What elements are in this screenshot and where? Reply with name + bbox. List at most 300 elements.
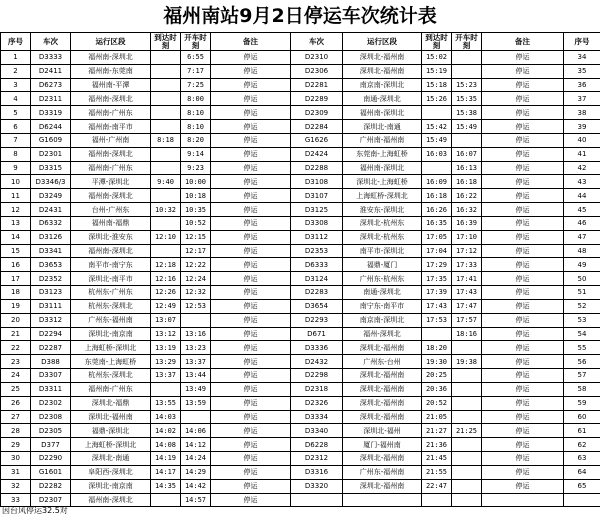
table-cell: 27 xyxy=(1,410,31,424)
table-cell xyxy=(181,410,211,424)
table-cell: 55 xyxy=(564,341,600,355)
table-cell: 福州南-广州东 xyxy=(71,106,151,120)
table-cell: 停运 xyxy=(482,438,564,452)
table-cell: 14:35 xyxy=(151,479,181,493)
table-cell: 福州南-深圳北 xyxy=(71,147,151,161)
table-cell: 14:02 xyxy=(151,424,181,438)
table-cell: 14:03 xyxy=(151,410,181,424)
table-cell: 19 xyxy=(1,299,31,313)
table-cell: 16:18 xyxy=(422,189,452,203)
table-cell: 16:32 xyxy=(452,203,482,217)
table-cell: 61 xyxy=(564,424,600,438)
table-cell: 深圳北-南京南 xyxy=(71,479,151,493)
table-cell: 停运 xyxy=(211,299,291,313)
table-cell: 停运 xyxy=(482,286,564,300)
table-cell: 停运 xyxy=(211,396,291,410)
table-cell: 停运 xyxy=(211,120,291,134)
table-cell: 13:07 xyxy=(151,313,181,327)
table-cell: D3312 xyxy=(31,313,71,327)
table-cell: D2284 xyxy=(291,120,343,134)
table-cell: 停运 xyxy=(482,78,564,92)
table-cell: 5 xyxy=(1,106,31,120)
table-cell: 15:38 xyxy=(452,106,482,120)
table-cell: 南平市-南宁东 xyxy=(71,258,151,272)
table-cell: 淮安东-深圳北 xyxy=(343,203,422,217)
table-cell: 广州东-杭州东 xyxy=(343,272,422,286)
table-cell: 16:03 xyxy=(422,147,452,161)
table-cell: 57 xyxy=(564,369,600,383)
table-cell: D2289 xyxy=(291,92,343,106)
table-cell: D3319 xyxy=(31,106,71,120)
table-cell: 停运 xyxy=(482,189,564,203)
table-cell: 13 xyxy=(1,216,31,230)
table-cell: 深圳北-上海虹桥 xyxy=(343,175,422,189)
table-cell: D2281 xyxy=(291,78,343,92)
table-cell: 福州南-广州东 xyxy=(71,382,151,396)
table-cell: 停运 xyxy=(211,161,291,175)
table-cell: D3315 xyxy=(31,161,71,175)
table-body xyxy=(1,33,600,507)
table-cell: 南宁东-南平市 xyxy=(343,299,422,313)
table-cell: D2301 xyxy=(31,147,71,161)
table-cell: 停运 xyxy=(211,203,291,217)
table-cell: 深圳北-福州南 xyxy=(343,410,422,424)
table-cell: 停运 xyxy=(211,438,291,452)
table-cell: 9:23 xyxy=(181,161,211,175)
table-cell: 福州南-福鼎 xyxy=(71,216,151,230)
table-cell: 16 xyxy=(1,258,31,272)
table-cell: 1 xyxy=(1,51,31,65)
table-cell: 南京南-深圳北 xyxy=(343,313,422,327)
table-cell: 12:16 xyxy=(151,272,181,286)
table-cell xyxy=(452,438,482,452)
table-cell: 12:10 xyxy=(151,230,181,244)
table-cell: 14:24 xyxy=(181,452,211,466)
table-cell: 17:41 xyxy=(452,272,482,286)
table-row xyxy=(1,479,600,493)
table-cell: 停运 xyxy=(482,258,564,272)
table-cell: 停运 xyxy=(482,410,564,424)
table-cell xyxy=(151,120,181,134)
table-cell: 停运 xyxy=(211,479,291,493)
table-cell: 34 xyxy=(564,51,600,65)
table-cell: 福州南-深圳北 xyxy=(343,106,422,120)
table-cell: 24 xyxy=(1,369,31,383)
table-cell xyxy=(564,493,600,507)
table-cell xyxy=(151,92,181,106)
table-cell xyxy=(452,133,482,147)
table-cell: 17:53 xyxy=(422,313,452,327)
table-cell: D2432 xyxy=(291,355,343,369)
table-cell: 12:15 xyxy=(181,230,211,244)
table-cell: D3112 xyxy=(291,230,343,244)
table-cell: D3320 xyxy=(291,479,343,493)
table-cell: 福州-广州南 xyxy=(71,133,151,147)
table-cell: 停运 xyxy=(482,479,564,493)
table-cell: D2287 xyxy=(31,341,71,355)
table-cell: 停运 xyxy=(211,189,291,203)
table-cell: 上海虹桥-深圳北 xyxy=(343,189,422,203)
table-row xyxy=(1,78,600,92)
table-cell: 12 xyxy=(1,203,31,217)
table-cell: 深圳北-杭州东 xyxy=(343,230,422,244)
table-cell: 14:17 xyxy=(151,465,181,479)
table-cell: 停运 xyxy=(211,92,291,106)
table-cell: D2293 xyxy=(291,313,343,327)
table-cell: D2306 xyxy=(291,64,343,78)
table-cell xyxy=(422,161,452,175)
table-cell: 停运 xyxy=(482,313,564,327)
table-cell: 福州南-深圳北 xyxy=(71,493,151,507)
table-cell: 停运 xyxy=(211,51,291,65)
table-cell: D3340 xyxy=(291,424,343,438)
table-cell: 停运 xyxy=(211,133,291,147)
table-cell: 停运 xyxy=(211,244,291,258)
table-cell: 33 xyxy=(1,493,31,507)
table-cell xyxy=(452,341,482,355)
table-cell: 福州南-深圳北 xyxy=(71,92,151,106)
table-cell: 56 xyxy=(564,355,600,369)
page-title: 福州南站9月2日停运车次统计表 xyxy=(163,5,437,27)
table-cell: D2310 xyxy=(291,51,343,65)
table-cell: 13:37 xyxy=(181,355,211,369)
table-cell: 14:57 xyxy=(181,493,211,507)
table-cell: 9:14 xyxy=(181,147,211,161)
table-cell: 广州南-福州南 xyxy=(343,133,422,147)
table-cell: 停运 xyxy=(482,452,564,466)
table-row xyxy=(1,341,600,355)
table-cell: 23 xyxy=(1,355,31,369)
table-cell: 19:30 xyxy=(422,355,452,369)
table-cell: 深圳北-福州南 xyxy=(343,51,422,65)
table-cell: D3108 xyxy=(291,175,343,189)
table-cell: D2353 xyxy=(291,244,343,258)
table-row xyxy=(1,327,600,341)
table-row xyxy=(1,313,600,327)
table-cell: 停运 xyxy=(211,106,291,120)
table-cell: D6228 xyxy=(291,438,343,452)
table-cell: 10 xyxy=(1,175,31,189)
table-cell: 32 xyxy=(1,479,31,493)
table-cell: 停运 xyxy=(482,341,564,355)
table-cell: 广州东-台州 xyxy=(343,355,422,369)
table-row xyxy=(1,92,600,106)
table-cell: 15:23 xyxy=(452,78,482,92)
table-cell xyxy=(151,51,181,65)
table-cell: 停运 xyxy=(482,369,564,383)
table-cell: 54 xyxy=(564,327,600,341)
table-cell: 12:53 xyxy=(181,299,211,313)
table-cell: 福州南-南平市 xyxy=(71,120,151,134)
table-cell: 12:22 xyxy=(181,258,211,272)
table-cell: 停运 xyxy=(482,161,564,175)
table-cell: 8:00 xyxy=(181,92,211,106)
table-cell: D2294 xyxy=(31,327,71,341)
table-row xyxy=(1,258,600,272)
table-cell: 10:32 xyxy=(151,203,181,217)
table-cell: D6244 xyxy=(31,120,71,134)
table-cell: 39 xyxy=(564,120,600,134)
table-cell xyxy=(151,64,181,78)
table-cell: D3346/3 xyxy=(31,175,71,189)
table-cell: 杭州东-深圳北 xyxy=(71,369,151,383)
table-cell: 15:02 xyxy=(422,51,452,65)
table-cell: 25 xyxy=(1,382,31,396)
header-cell: 序号 xyxy=(1,33,31,51)
table-cell: 停运 xyxy=(211,147,291,161)
table-cell: 停运 xyxy=(482,51,564,65)
table-cell: 13:23 xyxy=(181,341,211,355)
table-cell: 65 xyxy=(564,479,600,493)
table-cell: 10:00 xyxy=(181,175,211,189)
table-cell: 18:20 xyxy=(422,341,452,355)
table-cell: 深圳北-南平市 xyxy=(71,272,151,286)
table-cell: 深圳北-南通 xyxy=(71,452,151,466)
table-cell: 停运 xyxy=(482,327,564,341)
table-cell: 15:49 xyxy=(422,133,452,147)
table-cell: 停运 xyxy=(211,465,291,479)
table-cell: 福州南-平潭 xyxy=(71,78,151,92)
table-cell: 8:10 xyxy=(181,106,211,120)
table-cell: 16:09 xyxy=(422,175,452,189)
header-cell: 开车时刻 xyxy=(452,33,482,51)
table-cell: 2 xyxy=(1,64,31,78)
table-cell: G1601 xyxy=(31,465,71,479)
table-cell: 15:18 xyxy=(422,78,452,92)
table-cell: 13:29 xyxy=(151,355,181,369)
table-row xyxy=(1,230,600,244)
table-row xyxy=(1,410,600,424)
table-cell: D2431 xyxy=(31,203,71,217)
table-cell: 37 xyxy=(564,92,600,106)
table-cell: 17:47 xyxy=(452,299,482,313)
table-cell xyxy=(151,161,181,175)
table-cell xyxy=(422,493,452,507)
table-cell: 上海虹桥-深圳北 xyxy=(71,438,151,452)
table-cell: 7:17 xyxy=(181,64,211,78)
table-cell: 停运 xyxy=(211,452,291,466)
table-cell: 杭州东-广州东 xyxy=(71,286,151,300)
table-cell: 17:39 xyxy=(422,286,452,300)
table-cell: 停运 xyxy=(211,286,291,300)
table-row xyxy=(1,493,600,507)
table-cell: 12:17 xyxy=(181,244,211,258)
table-cell: 广州东-福州南 xyxy=(71,313,151,327)
header-cell: 车次 xyxy=(291,33,343,51)
table-cell: 35 xyxy=(564,64,600,78)
table-cell: 17:57 xyxy=(452,313,482,327)
table-cell: 深圳北-杭州东 xyxy=(343,216,422,230)
table-cell xyxy=(452,369,482,383)
table-row xyxy=(1,106,600,120)
table-cell: 深圳北-福州南 xyxy=(343,369,422,383)
table-cell: 7 xyxy=(1,133,31,147)
table-cell: 10:52 xyxy=(181,216,211,230)
table-cell: 16:07 xyxy=(452,147,482,161)
table-cell: 停运 xyxy=(211,382,291,396)
table-cell: D3653 xyxy=(31,258,71,272)
table-cell: D2288 xyxy=(291,161,343,175)
table-cell: D2326 xyxy=(291,396,343,410)
table-cell: 64 xyxy=(564,465,600,479)
header-cell: 到达时刻 xyxy=(422,33,452,51)
header-cell: 备注 xyxy=(211,33,291,51)
table-cell: 深圳北-福州南 xyxy=(343,396,422,410)
table-cell: 20:52 xyxy=(422,396,452,410)
table-cell: D2282 xyxy=(31,479,71,493)
table-cell xyxy=(181,313,211,327)
table-cell xyxy=(151,216,181,230)
table-cell: 15:42 xyxy=(422,120,452,134)
table-cell: 福州-深圳北 xyxy=(343,327,422,341)
table-cell: 南京南-深圳北 xyxy=(343,78,422,92)
table-cell: D3126 xyxy=(31,230,71,244)
table-cell: 停运 xyxy=(211,313,291,327)
table-cell: 14:12 xyxy=(181,438,211,452)
table-cell: 停运 xyxy=(482,133,564,147)
table-cell: D3124 xyxy=(291,272,343,286)
table-cell: 停运 xyxy=(482,230,564,244)
table-cell: D3107 xyxy=(291,189,343,203)
table-cell xyxy=(151,493,181,507)
table-cell: D2311 xyxy=(31,92,71,106)
table-cell: 21:05 xyxy=(422,410,452,424)
table-cell: 15:35 xyxy=(452,92,482,106)
table-row xyxy=(1,369,600,383)
table-cell: 52 xyxy=(564,299,600,313)
table-cell xyxy=(452,452,482,466)
table-cell: 深圳北-福州南 xyxy=(343,479,422,493)
table-cell: 深圳北-淮安东 xyxy=(71,230,151,244)
table-cell: 58 xyxy=(564,382,600,396)
table-cell xyxy=(343,493,422,507)
table-cell: 停运 xyxy=(211,327,291,341)
table-cell: 深圳北-福州 xyxy=(343,424,422,438)
table-cell: 10:35 xyxy=(181,203,211,217)
table-cell: G1626 xyxy=(291,133,343,147)
table-cell: 15 xyxy=(1,244,31,258)
table-cell: D3341 xyxy=(31,244,71,258)
table-cell: D3307 xyxy=(31,369,71,383)
table-cell: 停运 xyxy=(482,396,564,410)
table-cell: D2302 xyxy=(31,396,71,410)
table-cell: 深圳北-福州南 xyxy=(343,452,422,466)
table-cell: 停运 xyxy=(482,382,564,396)
table-cell: 13:44 xyxy=(181,369,211,383)
table-cell xyxy=(151,147,181,161)
table-cell: 深圳北-南通 xyxy=(343,120,422,134)
table-cell: D2411 xyxy=(31,64,71,78)
table-cell: 福州南-深圳北 xyxy=(343,161,422,175)
table-cell: 51 xyxy=(564,286,600,300)
table-cell: 13:37 xyxy=(151,369,181,383)
table-cell: 22:47 xyxy=(422,479,452,493)
table-cell: 广州东-福州南 xyxy=(343,465,422,479)
table-row xyxy=(1,286,600,300)
table-cell: 10:18 xyxy=(181,189,211,203)
table-cell: 12:32 xyxy=(181,286,211,300)
table-cell: D3311 xyxy=(31,382,71,396)
table-cell xyxy=(291,493,343,507)
table-cell: 17:05 xyxy=(422,230,452,244)
table-cell: 30 xyxy=(1,452,31,466)
table-cell: 17:04 xyxy=(422,244,452,258)
table-cell xyxy=(151,382,181,396)
table-cell: 26 xyxy=(1,396,31,410)
table-cell: 15:19 xyxy=(422,64,452,78)
table-cell: 停运 xyxy=(482,106,564,120)
table-row xyxy=(1,189,600,203)
table-cell: 41 xyxy=(564,147,600,161)
table-cell: 停运 xyxy=(211,369,291,383)
table-cell: D2318 xyxy=(291,382,343,396)
suspended-trains-table xyxy=(0,32,600,507)
table-cell: 福州南-东莞南 xyxy=(71,64,151,78)
table-cell: 16:35 xyxy=(422,216,452,230)
table-cell: D2424 xyxy=(291,147,343,161)
table-cell: 18:16 xyxy=(452,327,482,341)
table-cell: 20:25 xyxy=(422,369,452,383)
table-cell: 停运 xyxy=(211,424,291,438)
table-row xyxy=(1,438,600,452)
table-cell: 13:12 xyxy=(151,327,181,341)
table-cell: 63 xyxy=(564,452,600,466)
table-cell: D3316 xyxy=(291,465,343,479)
table-cell: 停运 xyxy=(211,78,291,92)
footer-note: 因台风停运32.5对 xyxy=(2,506,68,515)
table-cell: 停运 xyxy=(211,258,291,272)
table-cell: 9 xyxy=(1,161,31,175)
header-cell: 运行区段 xyxy=(71,33,151,51)
table-cell: 17:33 xyxy=(452,258,482,272)
table-cell: 17:43 xyxy=(422,299,452,313)
table-cell: D2308 xyxy=(31,410,71,424)
table-cell: 12:18 xyxy=(151,258,181,272)
table-cell: 南通-深圳北 xyxy=(343,92,422,106)
table-cell: D3111 xyxy=(31,299,71,313)
header-cell: 开车时刻 xyxy=(181,33,211,51)
table-cell: 停运 xyxy=(482,244,564,258)
table-cell: 21:55 xyxy=(422,465,452,479)
table-cell: 停运 xyxy=(211,410,291,424)
table-cell: 47 xyxy=(564,230,600,244)
table-cell: 13:55 xyxy=(151,396,181,410)
table-cell: 停运 xyxy=(211,175,291,189)
table-cell: 14:29 xyxy=(181,465,211,479)
table-cell: 12:24 xyxy=(181,272,211,286)
table-cell: D671 xyxy=(291,327,343,341)
table-cell: G1609 xyxy=(31,133,71,147)
header-cell: 运行区段 xyxy=(343,33,422,51)
table-cell: 上海虹桥-深圳北 xyxy=(71,341,151,355)
table-cell: 19:38 xyxy=(452,355,482,369)
table-cell: 停运 xyxy=(482,203,564,217)
table-cell: D2309 xyxy=(291,106,343,120)
table-cell: D6333 xyxy=(291,258,343,272)
table-cell: 14 xyxy=(1,230,31,244)
table-row xyxy=(1,120,600,134)
table-cell: 36 xyxy=(564,78,600,92)
table-cell xyxy=(452,382,482,396)
table-cell: 21:36 xyxy=(422,438,452,452)
table-row xyxy=(1,382,600,396)
table-cell: D2352 xyxy=(31,272,71,286)
table-row xyxy=(1,424,600,438)
table-cell: 停运 xyxy=(211,216,291,230)
table-cell: 12:49 xyxy=(151,299,181,313)
table-cell: 42 xyxy=(564,161,600,175)
table-cell xyxy=(452,465,482,479)
